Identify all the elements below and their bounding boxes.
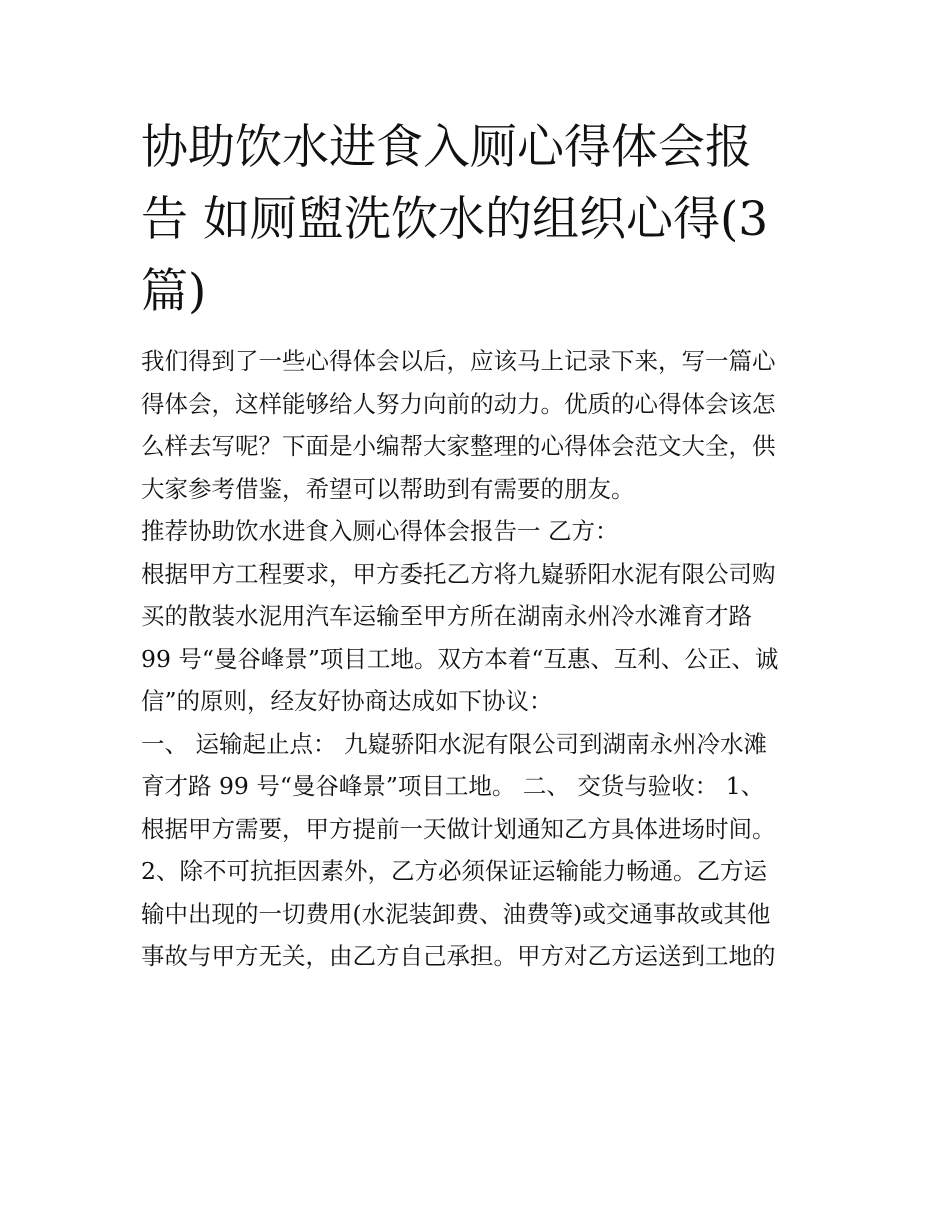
body-line: 事故与甲方无关，由乙方自己承担。甲方对乙方运送到工地的 (141, 942, 776, 970)
body-line: 根据甲方需要，甲方提前一天做计划通知乙方具体进场时间。 (141, 814, 776, 843)
body-line: 99 号“曼谷峰景”项目工地。双方本着“互惠、互利、公正、诚 (141, 644, 779, 673)
body-line: 一、 运输起止点： 九嶷骄阳水泥有限公司到湖南永州冷水滩 (141, 729, 767, 758)
body-line: 输中出现的一切费用(水泥装卸费、油费等)或交通事故或其他 (141, 899, 771, 928)
body-line: 信”的原则，经友好协商达成如下协议： (141, 687, 553, 715)
body-line: 么样去写呢？下面是小编帮大家整理的心得体会范文大全，供 (141, 432, 776, 460)
title-line: 协助饮水进食入厕心得体会报 (141, 120, 752, 175)
body-line: 得体会，这样能够给人努力向前的动力。优质的心得体会该怎 (141, 389, 776, 418)
document-title (141, 112, 821, 328)
document-body (141, 340, 821, 978)
body-line: 我们得到了一些心得体会以后，应该马上记录下来，写一篇心 (141, 347, 776, 375)
document-content (141, 112, 821, 978)
body-line: 根据甲方工程要求，甲方委托乙方将九嶷骄阳水泥有限公司购 (141, 559, 776, 588)
body-line: 买的散装水泥用汽车运输至甲方所在湖南永州冷水滩育才路 (141, 602, 752, 630)
body-line: 大家参考借鉴，希望可以帮助到有需要的朋友。 (141, 474, 635, 503)
title-line: 告 如厕盥洗饮水的组织心得(3 (141, 192, 769, 247)
body-line: 推荐协助饮水进食入厕心得体会报告一 乙方： (141, 517, 619, 545)
body-line: 2、除不可抗拒因素外，乙方必须保证运输能力畅通。乙方运 (141, 857, 767, 885)
body-line: 育才路 99 号“曼谷峰景”项目工地。 二、 交货与验收： 1、 (141, 772, 765, 800)
title-line: 篇) (141, 264, 207, 319)
